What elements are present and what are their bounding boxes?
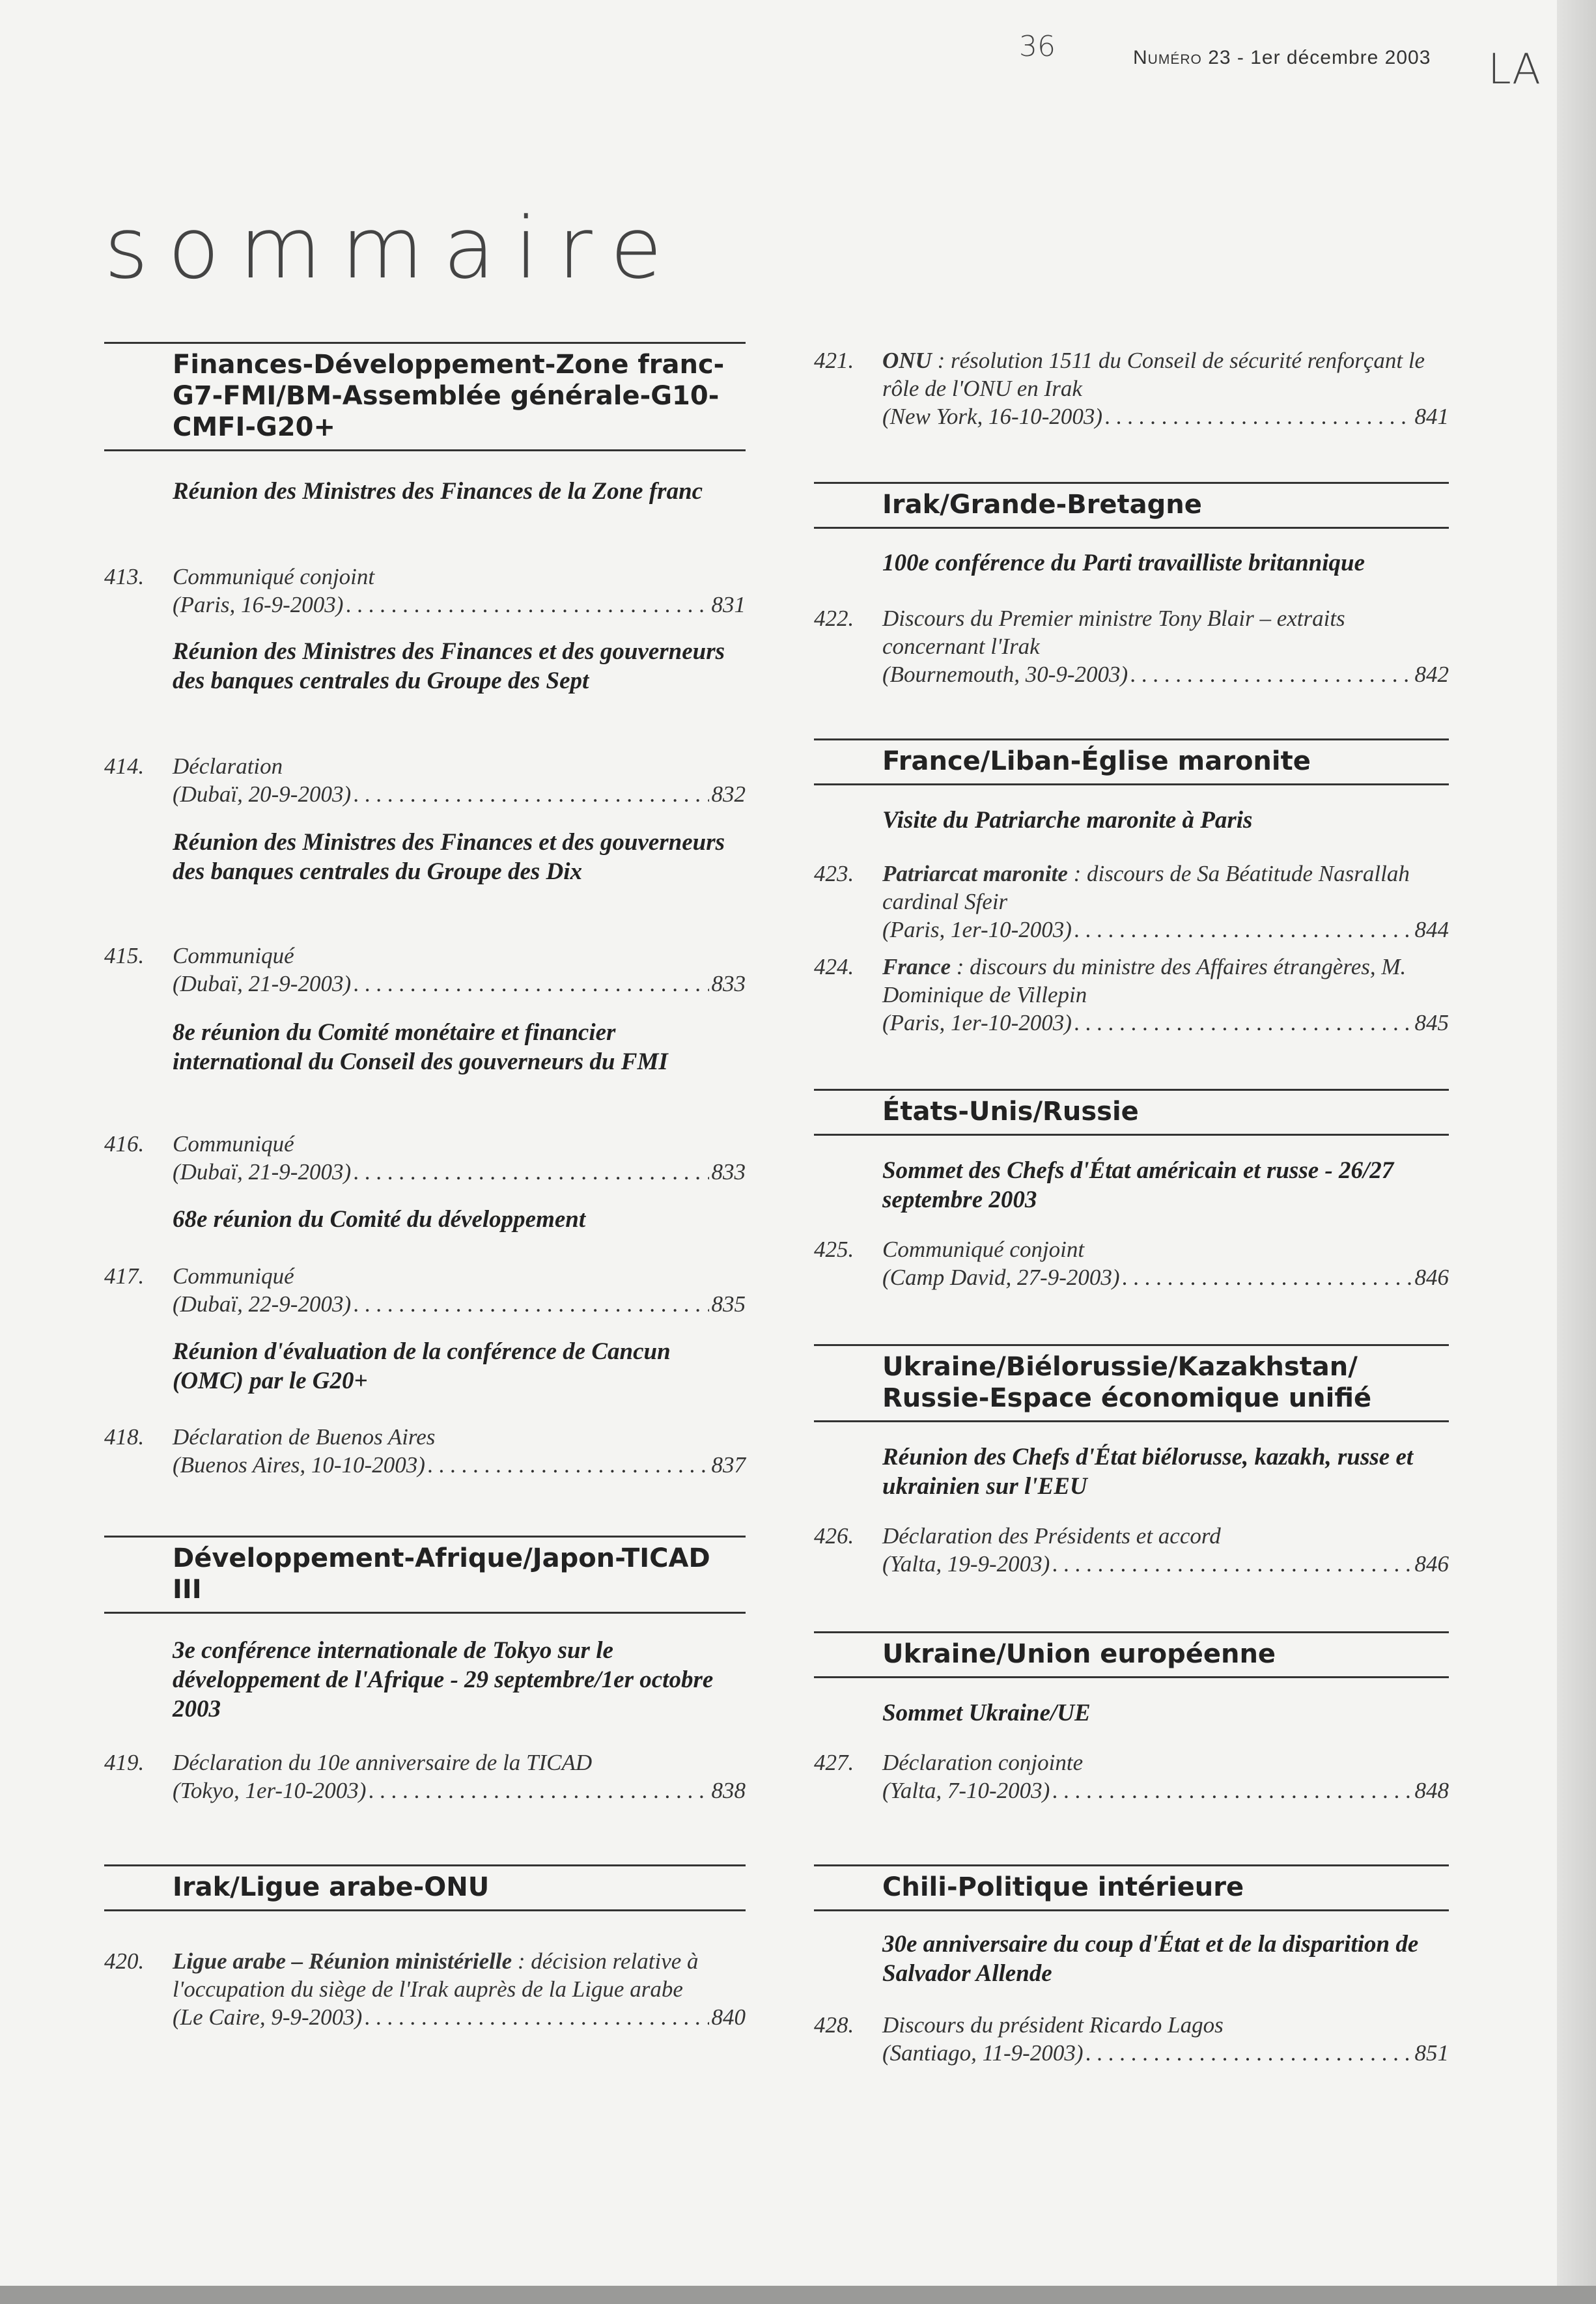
toc-entry[interactable] xyxy=(814,604,1449,688)
subheading: Réunion des Ministres des Finances et des gouverneurs des banques centrales du Groupe des Dix xyxy=(173,829,725,885)
entry-lead: Ligue arabe – Réunion ministérielle xyxy=(173,1948,512,1974)
entry-place: (Paris, 1er-10-2003) xyxy=(882,917,1072,942)
entry-title: Déclaration xyxy=(173,753,283,779)
entry-page: 844 xyxy=(1414,917,1449,942)
entry-place: (Dubaï, 21-9-2003) xyxy=(173,1159,352,1185)
entry-place: (Yalta, 19-9-2003) xyxy=(882,1551,1050,1577)
toc-entry[interactable] xyxy=(814,346,1449,430)
entry-place: (Dubaï, 21-9-2003) xyxy=(173,971,352,996)
entry-number: 428. xyxy=(814,2012,854,2038)
entry-title: Discours du Premier ministre Tony Blair – extraits concernant l'Irak xyxy=(882,606,1345,659)
entry-page: 838 xyxy=(711,1778,746,1803)
toc-entry[interactable] xyxy=(104,563,746,619)
subheading: 8e réunion du Comité monétaire et financier international du Conseil des gouverneurs du FMI xyxy=(173,1019,668,1075)
entry-place: (Dubaï, 22-9-2003) xyxy=(173,1291,352,1317)
entry-title: Communiqué xyxy=(173,1263,294,1289)
entry-number: 415. xyxy=(104,943,145,968)
entry-number: 426. xyxy=(814,1523,854,1549)
entry-title: : discours de Sa Béatitude Nasrallah cardinal Sfeir xyxy=(882,861,1410,914)
entry-title: Communiqué conjoint xyxy=(173,564,375,589)
subheading: Réunion des Chefs d'État biélorusse, kazakh, russe et ukrainien sur l'EEU xyxy=(882,1444,1414,1500)
entry-title: Déclaration conjointe xyxy=(882,1750,1084,1775)
toc-entry[interactable] xyxy=(814,860,1449,944)
rubric-ukraine-eeu: Ukraine/Biélorussie/Kazakhstan/ Russie-Espace économique unifié xyxy=(814,1344,1449,1422)
entry-number: 421. xyxy=(814,348,854,373)
entry-title: Communiqué xyxy=(173,1131,294,1157)
entry-place: (Buenos Aires, 10-10-2003) xyxy=(173,1452,425,1478)
entry-place: (Santiago, 11-9-2003) xyxy=(882,2040,1084,2066)
subheading: Réunion des Ministres des Finances de la Zone franc xyxy=(173,478,703,505)
issue-text: 23 - 1er décembre 2003 xyxy=(1208,47,1431,68)
entry-title: Déclaration des Présidents et accord xyxy=(882,1523,1221,1549)
scan-bottom-edge xyxy=(0,2286,1596,2304)
rubric-ticad: Développement-Afrique/Japon-TICAD III xyxy=(104,1536,746,1614)
toc-entry[interactable] xyxy=(104,1749,746,1805)
page-title: sommaire xyxy=(104,199,682,298)
entry-page: 846 xyxy=(1414,1551,1449,1577)
entry-page: 832 xyxy=(711,781,746,807)
subheading: Visite du Patriarche maronite à Paris xyxy=(882,807,1253,834)
entry-number: 417. xyxy=(104,1263,145,1289)
toc-entry[interactable] xyxy=(104,1947,746,2031)
entry-title: Discours du président Ricardo Lagos xyxy=(882,2012,1224,2038)
entry-page: 840 xyxy=(711,2004,746,2030)
entry-page: 833 xyxy=(711,1159,746,1185)
entry-number: 419. xyxy=(104,1750,145,1775)
toc-entry[interactable] xyxy=(104,1130,746,1186)
subheading: 3e conférence internationale de Tokyo sur le développement de l'Afrique - 29 septembre/1er octobre 2003 xyxy=(173,1637,714,1722)
entry-page: 845 xyxy=(1414,1010,1449,1035)
entry-place: (Bournemouth, 30-9-2003) xyxy=(882,662,1128,687)
entry-place: (Paris, 1er-10-2003) xyxy=(882,1010,1072,1035)
subheading: Réunion d'évaluation de la conférence de Cancun (OMC) par le G20+ xyxy=(173,1338,671,1394)
entry-number: 413. xyxy=(104,564,145,589)
subheading: Sommet des Chefs d'État américain et russe - 26/27 septembre 2003 xyxy=(882,1157,1394,1213)
entry-number: 422. xyxy=(814,606,854,631)
entry-title: Déclaration du 10e anniversaire de la TICAD xyxy=(173,1750,593,1775)
entry-page: 835 xyxy=(711,1291,746,1317)
entry-number: 424. xyxy=(814,954,854,979)
entry-number: 414. xyxy=(104,753,145,779)
entry-page: 846 xyxy=(1414,1265,1449,1290)
subheading: 100e conférence du Parti travailliste britannique xyxy=(882,550,1365,576)
entry-page: 851 xyxy=(1414,2040,1449,2066)
entry-page: 842 xyxy=(1414,662,1449,687)
entry-title: Communiqué xyxy=(173,943,294,968)
toc-entry[interactable] xyxy=(814,1522,1449,1578)
subheading: Réunion des Ministres des Finances et des gouverneurs des banques centrales du Groupe des Sept xyxy=(173,638,725,694)
entry-number: 416. xyxy=(104,1131,145,1157)
entry-number: 427. xyxy=(814,1750,854,1775)
entry-page: 831 xyxy=(711,592,746,617)
rubric-irak-ligue: Irak/Ligue arabe-ONU xyxy=(104,1864,746,1911)
entry-page: 833 xyxy=(711,971,746,996)
page-edge xyxy=(1557,0,1596,2304)
toc-entry[interactable] xyxy=(104,942,746,998)
toc-entry[interactable] xyxy=(104,1262,746,1318)
rubric-irak-gb: Irak/Grande-Bretagne xyxy=(814,482,1449,529)
entry-lead: Patriarcat maronite xyxy=(882,861,1068,886)
entry-place: (Le Caire, 9-9-2003) xyxy=(173,2004,363,2030)
entry-title: Déclaration de Buenos Aires xyxy=(173,1424,436,1450)
toc-entry[interactable] xyxy=(104,752,746,808)
handwritten-page-number: 36 xyxy=(1019,30,1056,63)
issue-prefix: Numéro xyxy=(1133,47,1202,68)
entry-number: 418. xyxy=(104,1424,145,1450)
entry-number: 425. xyxy=(814,1237,854,1262)
entry-lead: France xyxy=(882,954,951,979)
entry-title: Communiqué conjoint xyxy=(882,1237,1085,1262)
rubric-chili: Chili-Politique intérieure xyxy=(814,1864,1449,1911)
entry-title: : discours du ministre des Affaires étrangères, M. Dominique de Villepin xyxy=(882,954,1407,1007)
rubric-france-liban: France/Liban-Église maronite xyxy=(814,738,1449,785)
rubric-ukraine-ue: Ukraine/Union européenne xyxy=(814,1631,1449,1678)
toc-entry[interactable] xyxy=(814,953,1449,1037)
rubric-finances: Finances-Développement-Zone franc-G7-FMI/BM-Assemblée générale-G10-CMFI-G20+ xyxy=(104,342,746,451)
toc-entry[interactable] xyxy=(814,1235,1449,1291)
handwritten-initials: LA xyxy=(1488,46,1541,94)
entry-page: 848 xyxy=(1414,1778,1449,1803)
toc-entry[interactable] xyxy=(104,1423,746,1479)
entry-title: : décision relative à l'occupation du siège de l'Irak auprès de la Ligue arabe xyxy=(173,1948,699,2002)
entry-place: (Dubaï, 20-9-2003) xyxy=(173,781,352,807)
entry-place: (Tokyo, 1er-10-2003) xyxy=(173,1778,367,1803)
entry-page: 841 xyxy=(1414,404,1449,429)
entry-page: 837 xyxy=(711,1452,746,1478)
subheading: 68e réunion du Comité du développement xyxy=(173,1206,586,1233)
subheading: Sommet Ukraine/UE xyxy=(882,1700,1091,1726)
entry-place: (Yalta, 7-10-2003) xyxy=(882,1778,1050,1803)
entry-title: : résolution 1511 du Conseil de sécurité renforçant le rôle de l'ONU en Irak xyxy=(882,348,1425,401)
entry-place: (Paris, 16-9-2003) xyxy=(173,592,344,617)
entry-place: (New York, 16-10-2003) xyxy=(882,404,1103,429)
entry-lead: ONU xyxy=(882,348,932,373)
toc-entry[interactable] xyxy=(814,1749,1449,1805)
issue-header xyxy=(1133,47,1431,69)
entry-number: 420. xyxy=(104,1948,145,1974)
entry-place: (Camp David, 27-9-2003) xyxy=(882,1265,1120,1290)
rubric-usa-russie: États-Unis/Russie xyxy=(814,1089,1449,1136)
subheading: 30e anniversaire du coup d'État et de la disparition de Salvador Allende xyxy=(882,1931,1419,1987)
toc-entry[interactable] xyxy=(814,2011,1449,2067)
entry-number: 423. xyxy=(814,861,854,886)
